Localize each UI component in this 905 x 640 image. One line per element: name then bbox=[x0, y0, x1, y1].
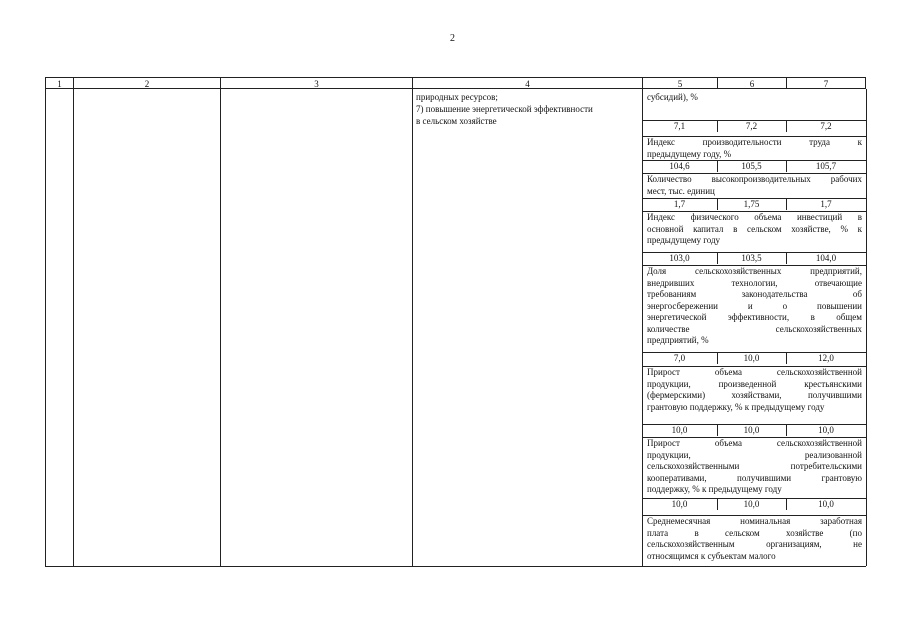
indicator-text-line: предыдущему году, % bbox=[647, 148, 732, 159]
header-cell-1: 1 bbox=[45, 77, 73, 89]
indicator-value: 7,1 bbox=[673, 121, 686, 131]
indicator-text-line: основной капитал в сельском хозяйстве, % к bbox=[647, 223, 862, 234]
indicator-value: 10,0 bbox=[671, 499, 688, 509]
indicator-text-line: предыдущему году bbox=[647, 235, 721, 245]
indicator-text-line: Индекс производительности труда к bbox=[647, 137, 862, 147]
indicator-value: 105,7 bbox=[815, 161, 837, 171]
indicator-text-line: мест, тыс. единиц bbox=[647, 185, 715, 196]
indicator-text-line: (фермерскими) хозяйствами, получившими bbox=[647, 390, 862, 400]
indicator-value: 103,5 bbox=[741, 253, 762, 263]
indicator-text-line: поддержку, % к предыдущему году bbox=[647, 484, 782, 494]
table-bottom-border bbox=[45, 566, 642, 567]
indicator-text-line: Доля сельскохозяйственных предприятий, bbox=[647, 266, 862, 276]
header-cell-4: 4 bbox=[412, 77, 642, 89]
indicator-text-line: сельскохозяйственными потребительскими bbox=[647, 461, 862, 471]
indicator-value: 1,7 bbox=[673, 199, 686, 209]
indicator-text-line: продукции, произведенной крестьянскими bbox=[647, 378, 862, 389]
indicator-text-line: плата в сельском хозяйстве (по bbox=[647, 527, 862, 538]
column-border bbox=[45, 89, 46, 566]
indicator-value: 10,0 bbox=[743, 499, 760, 509]
indicator-text-line: Среднемесячная номинальная заработная bbox=[647, 516, 862, 526]
indicator-text-line: энергосбережении и о повышении bbox=[647, 300, 862, 311]
indicator-value: 7,0 bbox=[673, 353, 686, 363]
indicator-value: 10,0 bbox=[818, 425, 834, 435]
indicator-value: 10,0 bbox=[743, 353, 760, 363]
indicator-value: 10,0 bbox=[818, 499, 834, 509]
indicator-text-line: продукции, реализованной bbox=[647, 449, 862, 460]
header-cell-3: 3 bbox=[220, 77, 412, 89]
column-border bbox=[412, 89, 413, 566]
indicator-value: 7,2 bbox=[745, 121, 758, 131]
indicator-text-line: энергетической эффективности, в общем bbox=[647, 312, 862, 322]
indicator-value: 10,0 bbox=[671, 425, 688, 435]
indicator-value: 104,6 bbox=[669, 161, 690, 171]
header-cell-2: 2 bbox=[73, 77, 220, 89]
indicator-text: субсидий), % bbox=[647, 92, 698, 102]
indicator-value: 103,0 bbox=[669, 253, 690, 263]
header-cell-6: 6 bbox=[717, 77, 786, 89]
indicator-text-line: предприятий, % bbox=[647, 335, 709, 345]
indicator-text-line: кооперативами, получившими грантовую bbox=[647, 472, 862, 483]
indicator-value: 1,75 bbox=[743, 199, 760, 209]
column-border bbox=[220, 89, 221, 566]
header-cell-5: 5 bbox=[642, 77, 717, 89]
indicator-bottom-border bbox=[642, 566, 866, 567]
indicator-text-line: Количество высокопроизводительных рабочих bbox=[647, 174, 862, 184]
indicator-value: 105,5 bbox=[741, 161, 762, 171]
indicator-text-line: относящимся к субъектам малого bbox=[647, 550, 776, 561]
header-cell-7: 7 bbox=[786, 77, 866, 89]
indicator-text-line: Индекс физического объема инвестиций в bbox=[647, 212, 862, 222]
indicator-value: 12,0 bbox=[818, 353, 834, 363]
indicator-value: 104,0 bbox=[815, 253, 837, 263]
indicator-text-line: внедривших технологии, отвечающие bbox=[647, 277, 862, 288]
indicator-value: 10,0 bbox=[743, 425, 760, 435]
indicator-text-line: количестве сельскохозяйственных bbox=[647, 323, 862, 334]
indicator-value: 7,2 bbox=[820, 121, 832, 131]
indicator-text-line: Прирост объема сельскохозяйственной bbox=[647, 367, 862, 377]
col4-text-line: 7) повышение энергетической эффективности bbox=[416, 104, 593, 114]
indicator-text-line: требованиям законодательства об bbox=[647, 289, 862, 299]
column-border bbox=[866, 89, 867, 566]
indicator-text-line: сельскохозяйственным организациям, не bbox=[647, 539, 862, 549]
col4-text-line: в сельском хозяйстве bbox=[416, 116, 497, 126]
col4-text-line: природных ресурсов; bbox=[416, 92, 498, 102]
indicator-text-line: Прирост объема сельскохозяйственной bbox=[647, 438, 862, 448]
indicator-value: 1,7 bbox=[820, 199, 832, 209]
indicator-text-line: грантовую поддержку, % к предыдущему году bbox=[647, 401, 825, 412]
column-border bbox=[73, 89, 74, 566]
page-number: 2 bbox=[450, 33, 455, 44]
